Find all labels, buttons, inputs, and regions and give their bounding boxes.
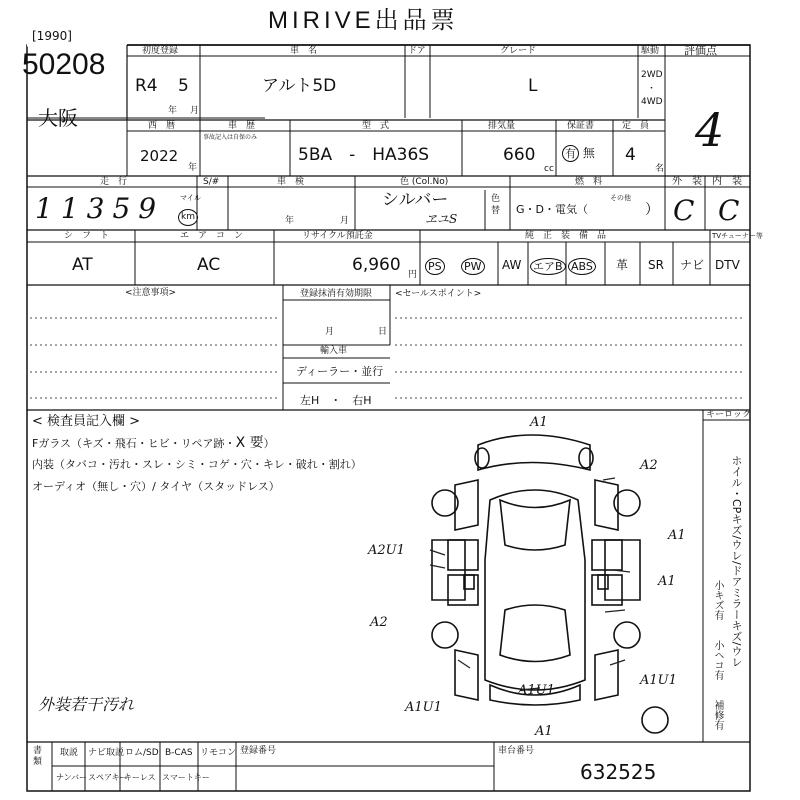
mileage-unit-km: km (178, 209, 198, 226)
score-label: 評価点 (684, 44, 717, 57)
equip-aw: AW (502, 258, 522, 272)
glass-mark: X 要 (235, 435, 264, 451)
year-unit-2: 年 (188, 163, 198, 173)
handwritten-note: 外装若干汚れ (38, 695, 135, 714)
equip-airbag: エアB (530, 258, 566, 275)
color: シルバー (382, 190, 449, 210)
import-handle: 左H ・ 右H (300, 394, 372, 407)
drive-label: 駆動 (641, 46, 660, 56)
drive-4wd: 4WD (641, 97, 663, 107)
displacement-label: 排気量 (488, 121, 516, 131)
damage-mark: A1 (658, 574, 676, 589)
cc-unit: cc (544, 164, 554, 174)
fuel-label: 燃 料 (575, 177, 603, 187)
capacity: 4 (625, 145, 636, 165)
mileage-label: 走 行 (100, 177, 128, 187)
first-reg-era: R4 (135, 76, 158, 96)
equip-leather: 革 (616, 258, 629, 272)
grade-label: グレード (500, 46, 537, 56)
western-label: 西 暦 (148, 121, 176, 131)
inspection-month: 月 (340, 216, 350, 226)
inspection-label: 車 検 (277, 177, 305, 187)
equip-dtv: DTV (715, 258, 740, 272)
first-reg-label: 初度登録 (142, 46, 179, 56)
damage-mark: A1 (530, 415, 548, 430)
exterior-label: 外 装 (672, 176, 702, 187)
rom-label: ロム/SD (125, 748, 159, 758)
keyless-label: キーレス (124, 773, 156, 782)
interior-label: 内 装 (712, 176, 742, 187)
color-note: ヱユS (425, 212, 458, 226)
damage-mark: A2U1 (368, 543, 405, 558)
drive-dot: ・ (647, 84, 657, 94)
exterior: C (673, 194, 695, 227)
documents-label: 書類 (33, 746, 43, 767)
damage-mark: A1 (535, 724, 553, 739)
damage-mark: A1U1 (640, 673, 677, 688)
expiry-month: 月 (325, 327, 335, 337)
nav-manual-label: ナビ取説 (88, 748, 125, 758)
history-note: 事故記入は自保のみ (203, 134, 258, 141)
grade: L (528, 76, 538, 96)
small-scratch: 小キズ有 (712, 580, 723, 620)
damage-mark: A1 (668, 528, 686, 543)
equip-abs: ABS (568, 258, 596, 275)
recycle: 6,960 (352, 255, 401, 275)
equipment-label: 純 正 装 備 品 (525, 231, 607, 241)
keylock-label: キーロック (706, 410, 751, 420)
damage-mark: A1U1 (405, 700, 442, 715)
month-unit: 月 (190, 106, 200, 116)
door-label: ドア (408, 46, 426, 56)
color-label: 色 (Col.No) (400, 177, 449, 187)
owner-manual-label: 取説 (60, 748, 79, 758)
ac-label: エ ア コ ン (180, 231, 244, 241)
equip-navi: ナビ (680, 258, 705, 272)
import-dealer: ディーラー・並行 (296, 365, 384, 378)
equip-sr: SR (648, 258, 664, 272)
score: 4 (695, 103, 725, 157)
caution-label: <注意事項> (125, 288, 177, 298)
small-dent: 小ヘコ有 (712, 640, 723, 680)
fuel-other: その他 (610, 194, 631, 202)
mileage-unit-km-wrap (178, 204, 198, 226)
damage-mark: A2 (640, 458, 658, 473)
model-label: 型 式 (362, 121, 390, 131)
recycle-label: リサイクル預託金 (302, 231, 373, 241)
bcas-label: B-CAS (165, 748, 193, 758)
reg-number-label: 登録番号 (240, 746, 277, 756)
chassis-label: 車台番号 (498, 746, 535, 756)
glass-line (32, 432, 275, 452)
warranty-label: 保証書 (567, 121, 595, 131)
page-title: MIRIVE出品票 (268, 7, 459, 34)
damage-mark: A2 (370, 615, 388, 630)
color-change-label: 色替 (491, 194, 501, 216)
mileage-unit-mile: マイル (180, 194, 201, 202)
first-reg-month: 5 (178, 76, 189, 96)
car-name: アルト5D (262, 76, 337, 96)
sales-point-label: <セールスポイント> (395, 289, 482, 299)
year: 2022 (140, 147, 179, 165)
inspection-year: 年 (285, 216, 295, 226)
import-label: 輸入車 (320, 346, 348, 356)
glass-close: ） (263, 437, 275, 450)
warranty-options (562, 144, 595, 162)
smartkey-label: スマートキー (162, 773, 210, 782)
repaired: 補修有 (712, 700, 723, 730)
numberplate-label: ナンバー (56, 773, 88, 782)
car-name-label: 車 名 (290, 46, 318, 56)
venue: 大阪 (38, 106, 78, 130)
displacement: 660 (503, 145, 536, 165)
warranty-yes: 有 (562, 145, 579, 162)
tuner-label: TVチューナー等 (712, 232, 763, 240)
spare-key-label: スペアキー (88, 773, 128, 782)
shift-label: シ フ ト (64, 231, 110, 241)
warranty-no: 無 (582, 146, 595, 160)
remote-label: リモコン (200, 748, 237, 758)
shift: AT (72, 255, 93, 275)
glass-text: Fガラス（キズ・飛石・ヒビ・リペア跡・ (32, 437, 236, 450)
equip-pw: PW (461, 258, 485, 275)
fuel-close: ） (645, 202, 659, 218)
expiry-label: 登録抹消有効期限 (300, 289, 373, 299)
damage-mark: A1U1 (518, 683, 555, 698)
drive-2wd: 2WD (641, 70, 663, 80)
capacity-label: 定 員 (622, 121, 650, 131)
lot-number: 50208 (22, 48, 106, 81)
fuel-options: G・D・電気（ (516, 203, 588, 216)
capacity-unit: 名 (655, 164, 665, 174)
expiry-day: 日 (378, 327, 388, 337)
inspector-title: < 検査員記入欄 > (32, 414, 141, 429)
model: 5BA - HA36S (298, 145, 430, 165)
ac: AC (197, 255, 221, 275)
year-unit: 年 (168, 106, 178, 116)
right-side-note: ホイル・CPキズ/ウレ/ドアミラーキズ/ウレ (730, 455, 743, 668)
equip-ps: PS (425, 258, 445, 275)
mileage: 11359 (35, 192, 165, 225)
audio-tire: オーディオ（無し・穴）/ タイヤ（スタッドレス） (32, 480, 280, 493)
s-label: S/# (203, 177, 220, 187)
chassis-number: 632525 (580, 760, 657, 784)
yen-unit: 円 (408, 270, 418, 280)
history-label: 車 歴 (228, 121, 256, 131)
interior-check: 内装（タバコ・汚れ・スレ・シミ・コゲ・穴・キレ・破れ・割れ） (32, 458, 362, 471)
year-code: [1990] (32, 29, 72, 43)
interior: C (718, 194, 740, 227)
